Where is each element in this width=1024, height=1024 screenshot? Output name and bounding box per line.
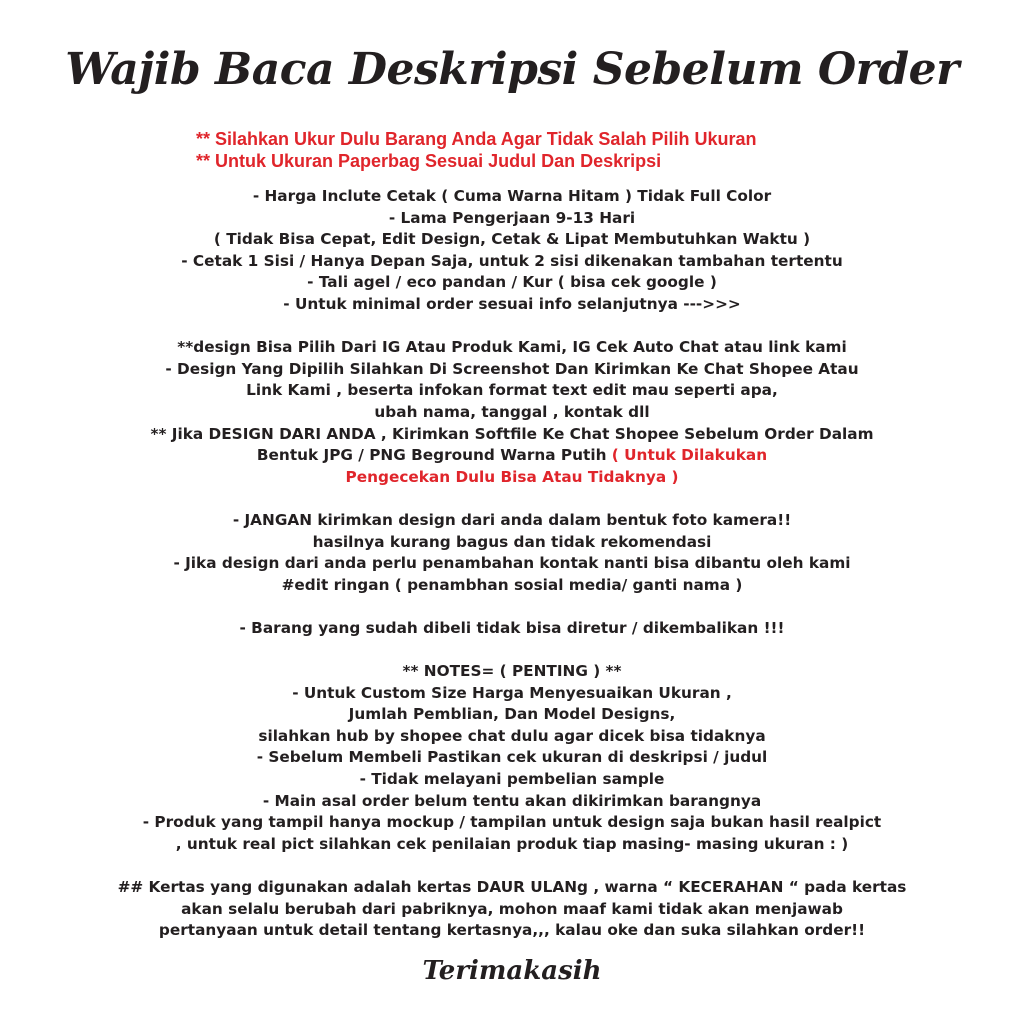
text-line: - Barang yang sudah dibeli tidak bisa diretur / dikembalikan !!!: [239, 618, 785, 637]
red-text-segment: ( Untuk Dilakukan: [606, 446, 768, 465]
description-body: [0, 186, 1024, 942]
notice-line: ** Silahkan Ukur Dulu Barang Anda Agar Tidak Salah Pilih Ukuran: [196, 129, 757, 149]
text-line: silahkan hub by shopee chat dulu agar dicek bisa tidaknya: [258, 726, 766, 745]
text-line: - Tali agel / eco pandan / Kur ( bisa cek google ): [307, 273, 717, 292]
spacer: [0, 855, 1024, 877]
mixed-color-line: [0, 445, 1024, 467]
text-line: ubah nama, tanggal , kontak dll: [374, 402, 650, 421]
text-line: ## Kertas yang digunakan adalah kertas DAUR ULANg , warna “ KECERAHAN “ pada kertas: [117, 878, 907, 896]
text-line: - JANGAN kirimkan design dari anda dalam bentuk foto kamera!!: [232, 510, 792, 529]
text-line: pertanyaan untuk detail tentang kertasnya,,, kalau oke dan suka silahkan order!!: [158, 921, 866, 940]
page-title: Wajib Baca Deskripsi Sebelum Order: [65, 44, 959, 95]
text-line: - Jika design dari anda perlu penambahan kontak nanti bisa dibantu oleh kami: [173, 554, 851, 573]
spacer: [0, 316, 1024, 338]
text-line: - Untuk Custom Size Harga Menyesuaikan Ukuran ,: [292, 683, 732, 702]
text-segment: Bentuk JPG / PNG Beground Warna Putih: [256, 446, 607, 465]
text-line: - Main asal order belum tentu akan dikirimkan barangnya: [262, 791, 762, 810]
spacer: [0, 596, 1024, 618]
text-line: - Untuk minimal order sesuai info selanjutnya --->>>: [283, 294, 741, 313]
signoff-text: Terimakasih: [422, 956, 602, 986]
text-line: ** NOTES= ( PENTING ) **: [402, 662, 622, 681]
text-line: ** Jika DESIGN DARI ANDA , Kirimkan Softfile Ke Chat Shopee Sebelum Order Dalam: [150, 424, 874, 443]
text-line: - Harga Inclute Cetak ( Cuma Warna Hitam ) Tidak Full Color: [252, 187, 772, 205]
notice-line: ** Untuk Ukuran Paperbag Sesuai Judul Dan Deskripsi: [196, 151, 662, 171]
text-line: Link Kami , beserta infokan format text edit mau seperti apa,: [246, 381, 778, 400]
text-line: - Produk yang tampil hanya mockup / tampilan untuk design saja bukan hasil realpict: [142, 813, 882, 832]
text-line: #edit ringan ( penambhan sosial media/ ganti nama ): [281, 575, 743, 594]
text-line: - Cetak 1 Sisi / Hanya Depan Saja, untuk 2 sisi dikenakan tambahan tertentu: [181, 251, 843, 270]
text-line: - Design Yang Dipilih Silahkan Di Screenshot Dan Kirimkan Ke Chat Shopee Atau: [165, 359, 859, 378]
text-line: , untuk real pict silahkan cek penilaian produk tiap masing- masing ukuran : ): [175, 834, 849, 853]
spacer: [0, 639, 1024, 661]
text-line: - Tidak melayani pembelian sample: [359, 770, 665, 789]
red-text-line: Pengecekan Dulu Bisa Atau Tidaknya ): [345, 467, 679, 486]
text-line: **design Bisa Pilih Dari IG Atau Produk Kami, IG Cek Auto Chat atau link kami: [177, 338, 847, 357]
text-line: akan selalu berubah dari pabriknya, mohon maaf kami tidak akan menjawab: [181, 899, 843, 918]
text-line: Jumlah Pemblian, Dan Model Designs,: [348, 705, 676, 724]
text-line: - Sebelum Membeli Pastikan cek ukuran di deskripsi / judul: [256, 748, 768, 767]
text-line: ( Tidak Bisa Cepat, Edit Design, Cetak & Lipat Membutuhkan Waktu ): [213, 230, 811, 249]
spacer: [0, 488, 1024, 510]
text-line: hasilnya kurang bagus dan tidak rekomendasi: [312, 532, 712, 551]
red-notice-block: [196, 128, 756, 172]
text-line: - Lama Pengerjaan 9-13 Hari: [388, 208, 636, 227]
